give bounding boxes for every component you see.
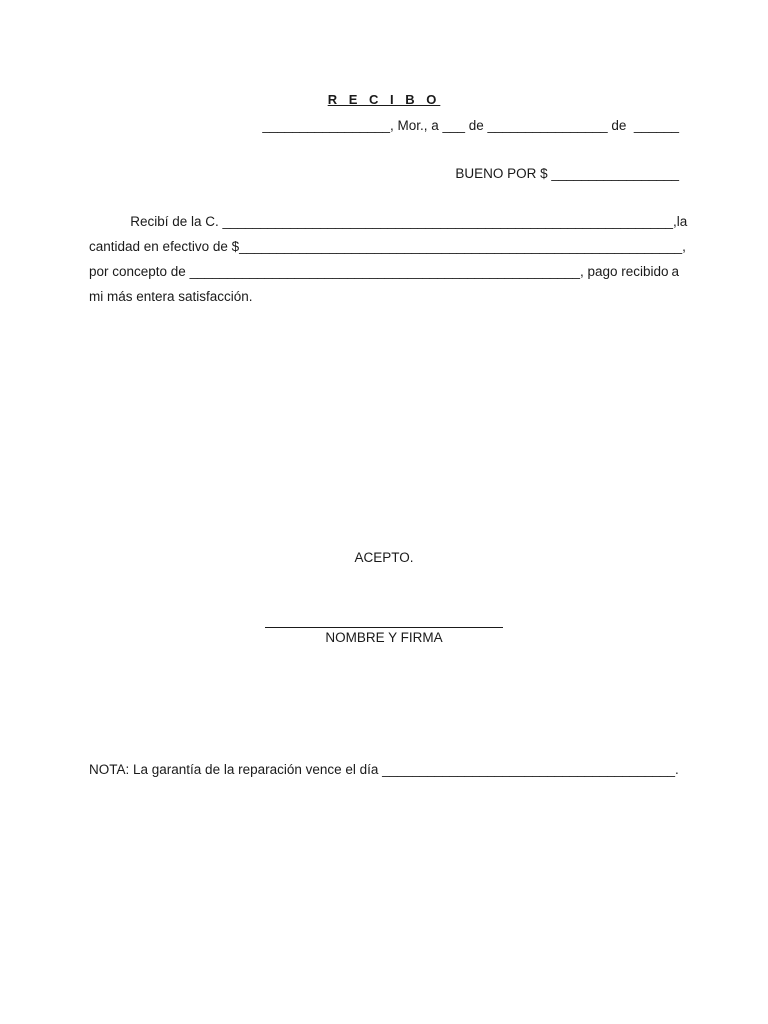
nota-line: NOTA: La garantía de la reparación vence el día _______________________________________.	[89, 762, 679, 777]
signature-line	[265, 627, 503, 628]
paragraph-line-3-start: por concepto de ____________________________________________________, pago recibido	[89, 264, 669, 279]
acepto-label: ACEPTO.	[354, 550, 414, 565]
paragraph-line-3	[89, 264, 679, 280]
paragraph-line-4: mi más entera satisfacción.	[89, 289, 253, 304]
receipt-title: R E C I B O	[327, 92, 441, 107]
bueno-por-line: BUENO POR $ _________________	[455, 166, 679, 181]
paragraph-line-2	[89, 239, 686, 255]
date-line: _________________, Mor., a ___ de ________________ de ______	[262, 118, 679, 133]
paragraph-line-1-end: la	[676, 214, 688, 229]
paragraph-line-3-end: a	[671, 264, 679, 279]
signature-label: NOMBRE Y FIRMA	[325, 630, 443, 645]
paragraph-line-1	[89, 214, 688, 230]
paragraph-line-1-start: Recibí de la C. ____________________________________________________________,	[89, 214, 677, 229]
paragraph-line-2-end: ___________________________________________________________,	[239, 239, 686, 254]
paragraph-line-2-start: cantidad en efectivo de $	[89, 239, 240, 254]
